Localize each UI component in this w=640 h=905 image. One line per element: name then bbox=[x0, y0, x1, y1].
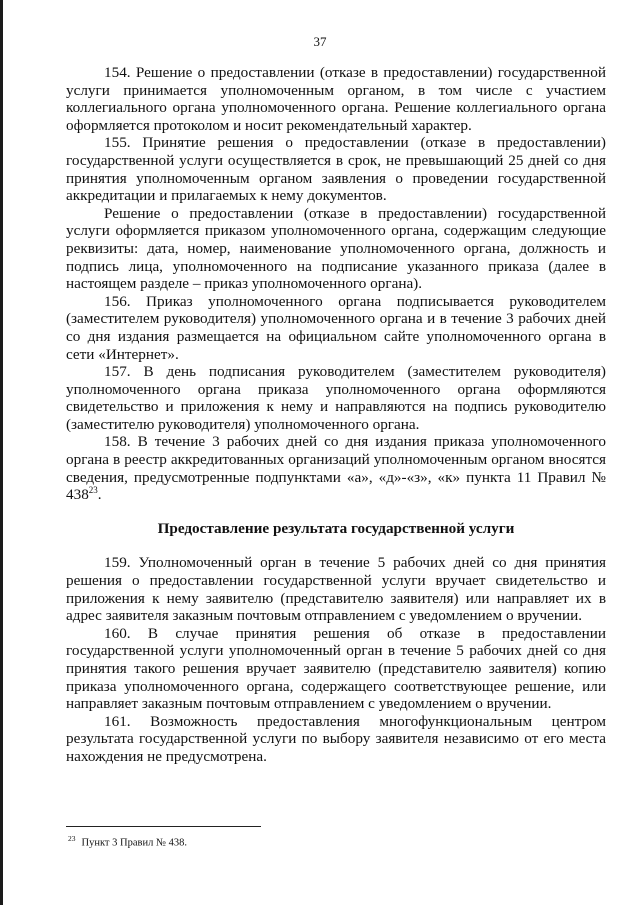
scan-edge bbox=[0, 0, 3, 905]
paragraph-157: 157. В день подписания руководителем (заместителем руководителя) уполномоченного органа приказа уполномоченного органа оформляются свидетельство и приложения к нему и направляются на подпись руководителю (заместителю руководителя) уполномоченного органа. bbox=[66, 363, 606, 433]
footnote bbox=[68, 834, 187, 849]
paragraph-158-text: 158. В течение 3 рабочих дней со дня издания приказа уполномоченного органа в реестр аккредитованных организаций уполномоченным органом вносятся сведения, предусмотренные подпунктами «а», «д»-«з», «к» пункта 11 Правил № 438 bbox=[66, 433, 606, 504]
paragraph-161: 161. Возможность предоставления многофункциональным центром результата государственной услуги по выбору заявителя независимо от его места нахождения не предусмотрена. bbox=[66, 712, 606, 765]
footnote-reference[interactable]: 23 bbox=[88, 485, 98, 496]
paragraph-158-tail: . bbox=[97, 486, 102, 504]
document-body bbox=[66, 64, 606, 766]
footnote-text: Пункт 3 Правил № 438. bbox=[81, 837, 187, 849]
paragraph-160: 160. В случае принятия решения об отказе в предоставлении государственной услуги уполномоченный орган в течение 5 рабочих дней со дня принятия такого решения вручает заявителю (представителю заявителя) копию приказа уполномоченного органа, содержащего соответствующее решение, или направляет заказным почтовым отправлением с уведомлением о вручении. bbox=[66, 624, 606, 713]
paragraph-159: 159. Уполномоченный орган в течение 5 рабочих дней со дня принятия решения о предоставлении государственной услуги вручает свидетельство и приложения к нему заявителю (представителю заявителя) или направляет их в адрес заявителя заказным почтовым отправлением с уведомлением о вручении. bbox=[66, 554, 606, 625]
paragraph-155: 155. Принятие решения о предоставлении (отказе в предоставлении) государственной услуги осуществляется в срок, не превышающий 25 дней со дня принятия уполномоченным органом заявления о проведении государственной аккредитации и прилагаемых к нему документов. bbox=[66, 134, 606, 205]
paragraph-decision: Решение о предоставлении (отказе в предоставлении) государственной услуги оформляется приказом уполномоченного органа, содержащим следующие реквизиты: дата, номер, наименование уполномоченного органа, должность и подпись лица, уполномоченного на подписание указанного приказа (далее в настоящем разделе – приказ уполномоченного органа). bbox=[66, 204, 606, 293]
paragraph-156: 156. Приказ уполномоченного органа подписывается руководителем (заместителем руководителя) уполномоченного органа и в течение 3 рабочих дней со дня издания размещается на официальном сайте уполномоченного органа в сети «Интернет». bbox=[66, 292, 606, 363]
section-heading: Предоставление результата государственной услуги bbox=[157, 519, 515, 537]
paragraph-158 bbox=[66, 433, 606, 503]
footnote-mark: 23 bbox=[68, 834, 76, 843]
paragraph-154: 154. Решение о предоставлении (отказе в предоставлении) государственной услуги принимается уполномоченным органом, в том числе с участием коллегиального органа уполномоченного органа. Решение коллегиального органа оформляется протоколом и носит рекомендательный характер. bbox=[66, 64, 606, 134]
page-number: 37 bbox=[313, 34, 327, 49]
footnote-divider bbox=[66, 826, 261, 827]
